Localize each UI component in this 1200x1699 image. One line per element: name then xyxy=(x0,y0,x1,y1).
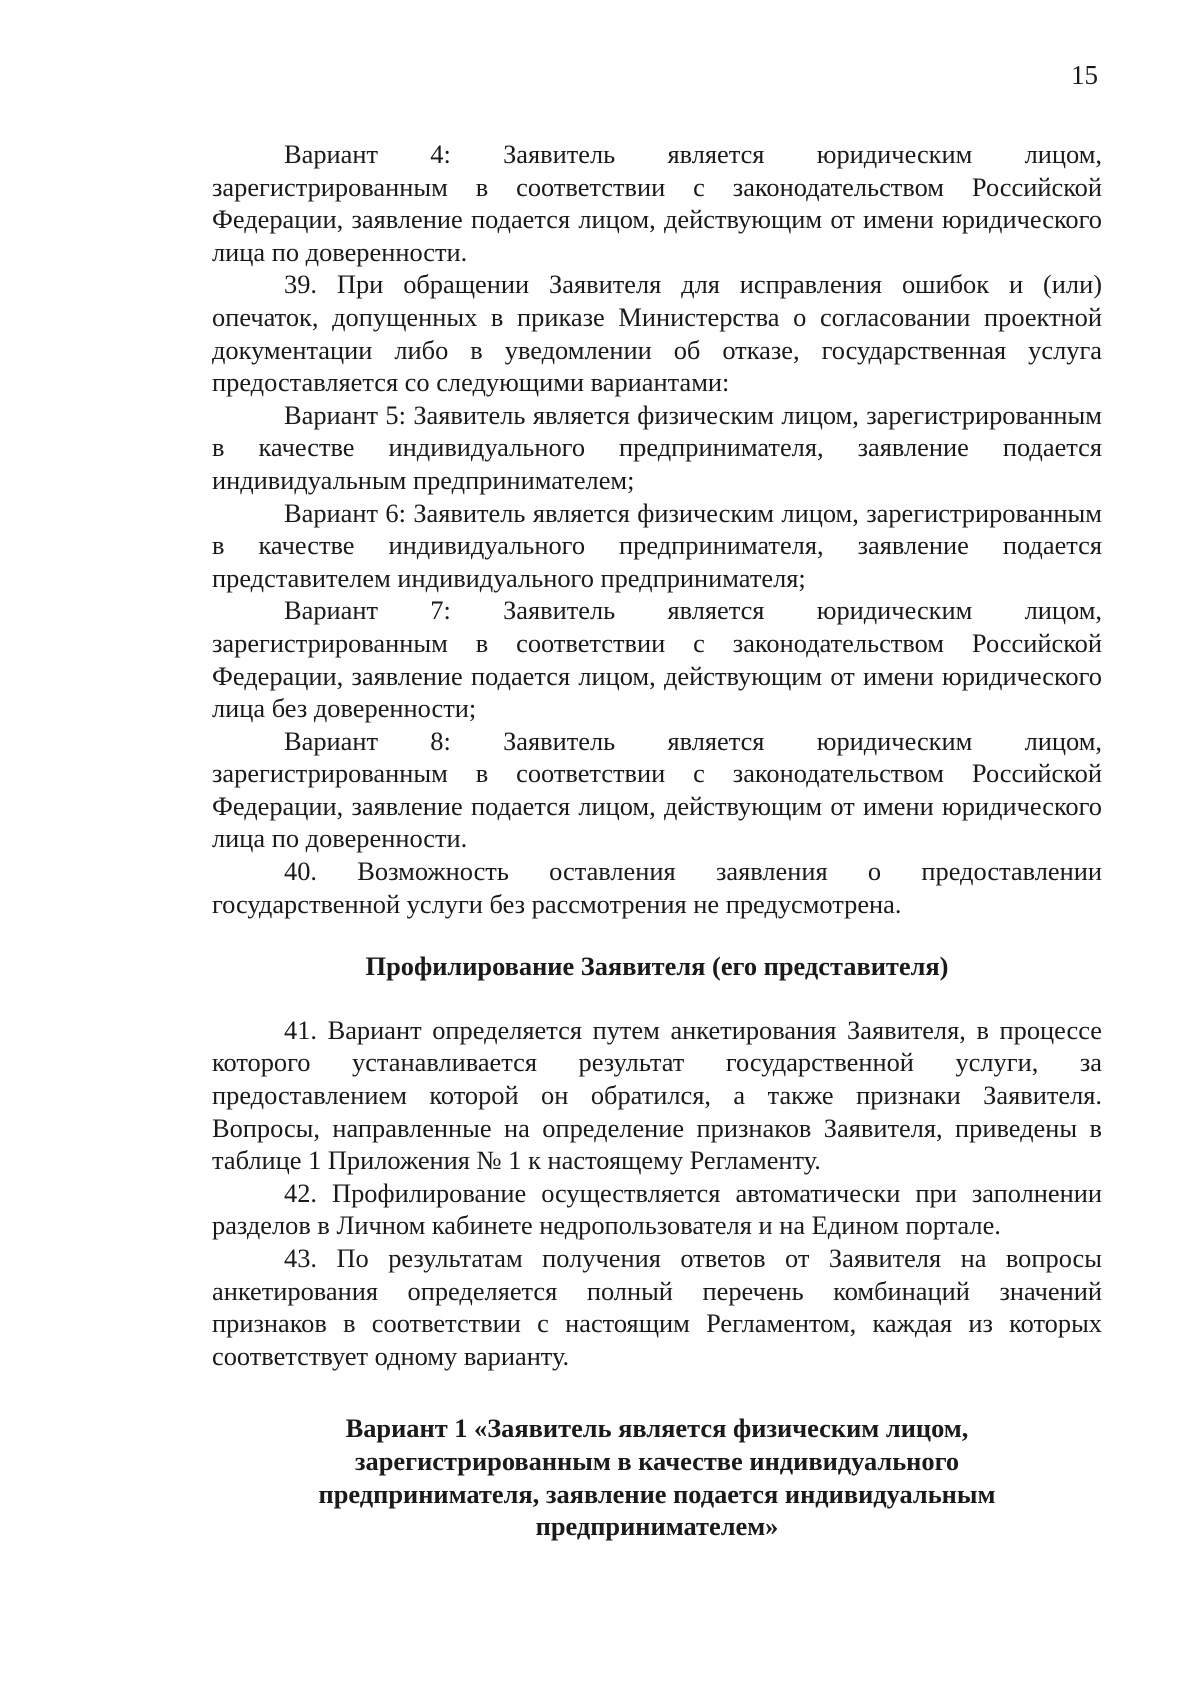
heading-line: зарегистрированным в качестве индивидуального xyxy=(354,1445,960,1476)
paragraph-variant-7: Вариант 7: Заявитель является юридическим лицом, зарегистрированным в соответствии с законодательством Российской Федерации, заявление подается лицом, действующим от имени юридического лица без доверенности; xyxy=(212,595,1102,724)
paragraph-variant-5: Вариант 5: Заявитель является физическим лицом, зарегистрированным в качестве индивидуального предпринимателя, заявление подается индивидуальным предпринимателем; xyxy=(212,399,1102,495)
heading-line: предпринимателя, заявление подается индивидуальным xyxy=(318,1478,996,1509)
paragraph-41: 41. Вариант определяется путем анкетирования Заявителя, в процессе которого устанавливается результат государственной услуги, за предоставлением которой он обратился, а также признаки Заявителя. Вопросы, направленные на определение признаков Заявителя, приведены в таблице 1 Приложения № 1 к настоящему Регламенту. xyxy=(212,1014,1102,1176)
heading-line: Вариант 1 «Заявитель является физическим лицом, xyxy=(345,1413,969,1444)
page-number: 15 xyxy=(1071,60,1098,90)
paragraph-40: 40. Возможность оставления заявления о предоставлении государственной услуги без рассмотрения не предусмотрена. xyxy=(212,856,1102,919)
paragraph-variant-8: Вариант 8: Заявитель является юридическим лицом, зарегистрированным в соответствии с законодательством Российской Федерации, заявление подается лицом, действующим от имени юридического лица по доверенности. xyxy=(212,725,1102,854)
section-heading-profiling: Профилирование Заявителя (его представителя) xyxy=(365,951,949,982)
paragraph-42: 42. Профилирование осуществляется автоматически при заполнении разделов в Личном кабинете недропользователя и на Едином портале. xyxy=(212,1177,1102,1241)
heading-line: предпринимателем» xyxy=(535,1511,779,1542)
paragraph-43: 43. По результатам получения ответов от Заявителя на вопросы анкетирования определяется полный перечень комбинаций значений признаков в соответствии с настоящим Регламентом, каждая из которых соответствует одному варианту. xyxy=(212,1243,1102,1371)
paragraph-39: 39. При обращении Заявителя для исправления ошибок и (или) опечаток, допущенных в приказе Министерства о согласовании проектной документации либо в уведомлении об отказе, государственная услуга предоставляется со следующими вариантами: xyxy=(212,269,1102,398)
paragraph-variant-4: Вариант 4: Заявитель является юридическим лицом, зарегистрированным в соответствии с законодательством Российской Федерации, заявление подается лицом, действующим от имени юридического лица по доверенности. xyxy=(212,139,1102,267)
document-body xyxy=(212,138,1102,1543)
paragraph-variant-6: Вариант 6: Заявитель является физическим лицом, зарегистрированным в качестве индивидуального предпринимателя, заявление подается представителем индивидуального предпринимателя; xyxy=(212,497,1102,593)
section-heading-variant-1 xyxy=(212,1412,1102,1542)
